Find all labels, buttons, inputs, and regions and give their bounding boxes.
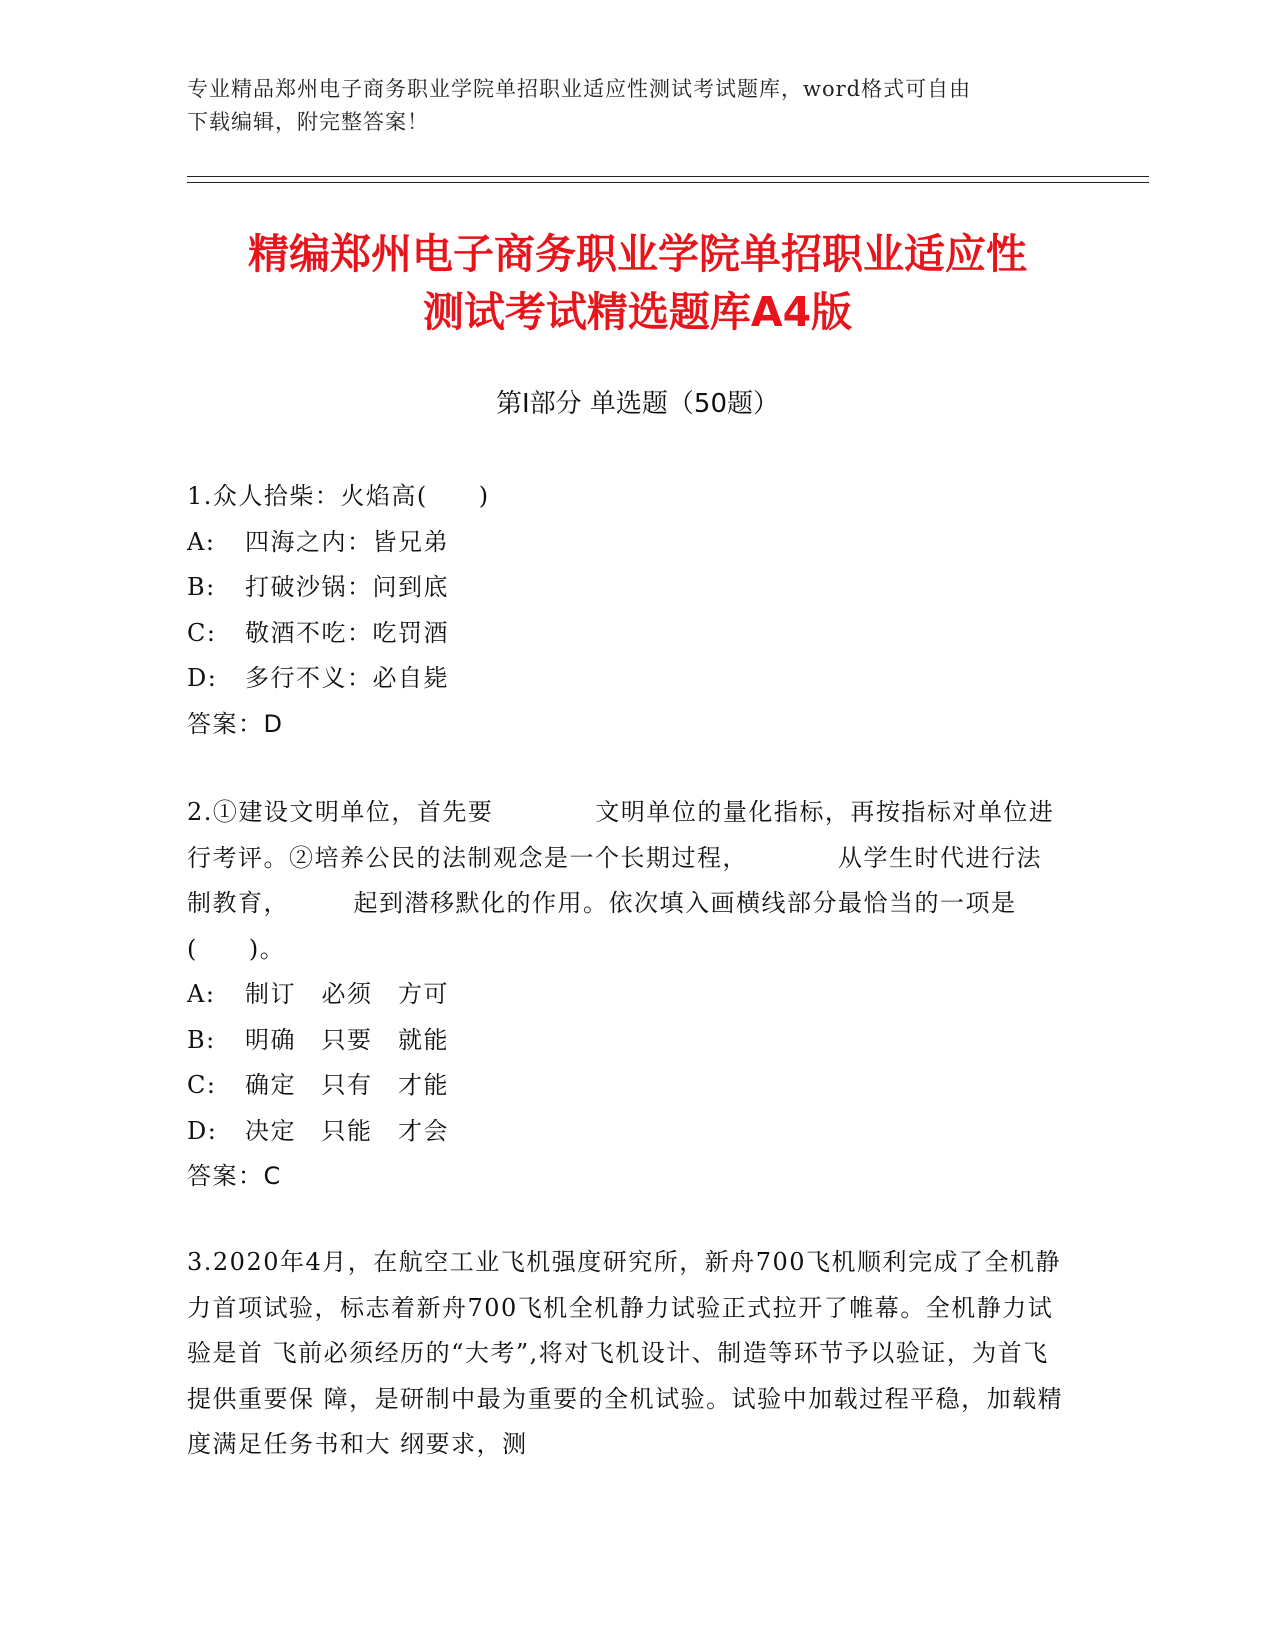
option-letter: D:: [187, 664, 218, 692]
document-title-line1: 精编郑州电子商务职业学院单招职业适应性: [248, 230, 1027, 278]
option-text: 制订 必须 方可: [245, 980, 449, 1008]
option-text: 敬酒不吃：吃罚酒: [245, 618, 449, 647]
option-text: 打破沙锅：问到底: [245, 573, 449, 601]
header-divider-bottom: [187, 182, 1149, 183]
option-b: [187, 1018, 1067, 1064]
header-note: [187, 73, 1067, 139]
option-letter: A:: [187, 980, 216, 1008]
question-2: [187, 790, 1067, 1200]
option-d: [187, 656, 1067, 702]
option-letter: C:: [187, 618, 217, 647]
option-text: 明确 只要 就能: [245, 1025, 449, 1054]
option-letter: D:: [187, 1116, 218, 1145]
option-text: 四海之内：皆兄弟: [245, 527, 449, 556]
option-c: [187, 1063, 1067, 1109]
option-d: [187, 1109, 1067, 1155]
option-a: [187, 520, 1067, 566]
option-b: [187, 565, 1067, 611]
question-text: 3.2020年4月，在航空工业飞机强度研究所，新舟700飞机顺利完成了全机静 力首项试验，标志着新舟700飞机全机静力试验正式拉开了帷幕。全机静力试验是首 飞前必须经历的“大考”,将对飞机设计、制造等环节予以验证，为首飞提供重要保 障，是研制中最为重要的全机试验。试验中加载过程平稳，加载精度满足任务书和大 纲要求，测: [187, 1248, 1064, 1458]
option-text: 确定 只有 才能: [245, 1071, 449, 1099]
answer: 答案：C: [187, 1162, 282, 1190]
question-1: [187, 474, 1067, 747]
document-title: [140, 225, 1135, 341]
option-letter: A:: [187, 527, 216, 556]
header-divider-top: [187, 176, 1149, 177]
section-title: 第Ⅰ部分 单选题（50题）: [495, 389, 780, 419]
option-text: 决定 只能 才会: [245, 1116, 449, 1145]
document-title-line2: 测试考试精选题库A4版: [422, 288, 853, 336]
option-letter: B:: [187, 1025, 216, 1054]
answer: 答案：D: [187, 709, 284, 738]
option-text: 多行不义：必自毙: [245, 664, 449, 692]
option-c: [187, 611, 1067, 657]
question-text: 1.众人拾柴：火焰高( ): [187, 482, 490, 510]
option-letter: B:: [187, 573, 216, 601]
header-note-line1: 专业精品郑州电子商务职业学院单招职业适应性测试考试题库，word格式可自由: [187, 77, 972, 101]
question-3: [187, 1240, 1067, 1468]
question-text: 2.①建设文明单位，首先要 文明单位的量化指标，再按指标对单位进行考评。②培养公民的法制观念是一个长期过程， 从学生时代进行法制教育， 起到潜移默化的作用。依次填入画横线部分最恰当的一项是( )。: [187, 798, 1055, 963]
option-a: [187, 972, 1067, 1018]
header-note-line2: 下载编辑，附完整答案！: [187, 110, 429, 134]
option-letter: C:: [187, 1071, 217, 1099]
